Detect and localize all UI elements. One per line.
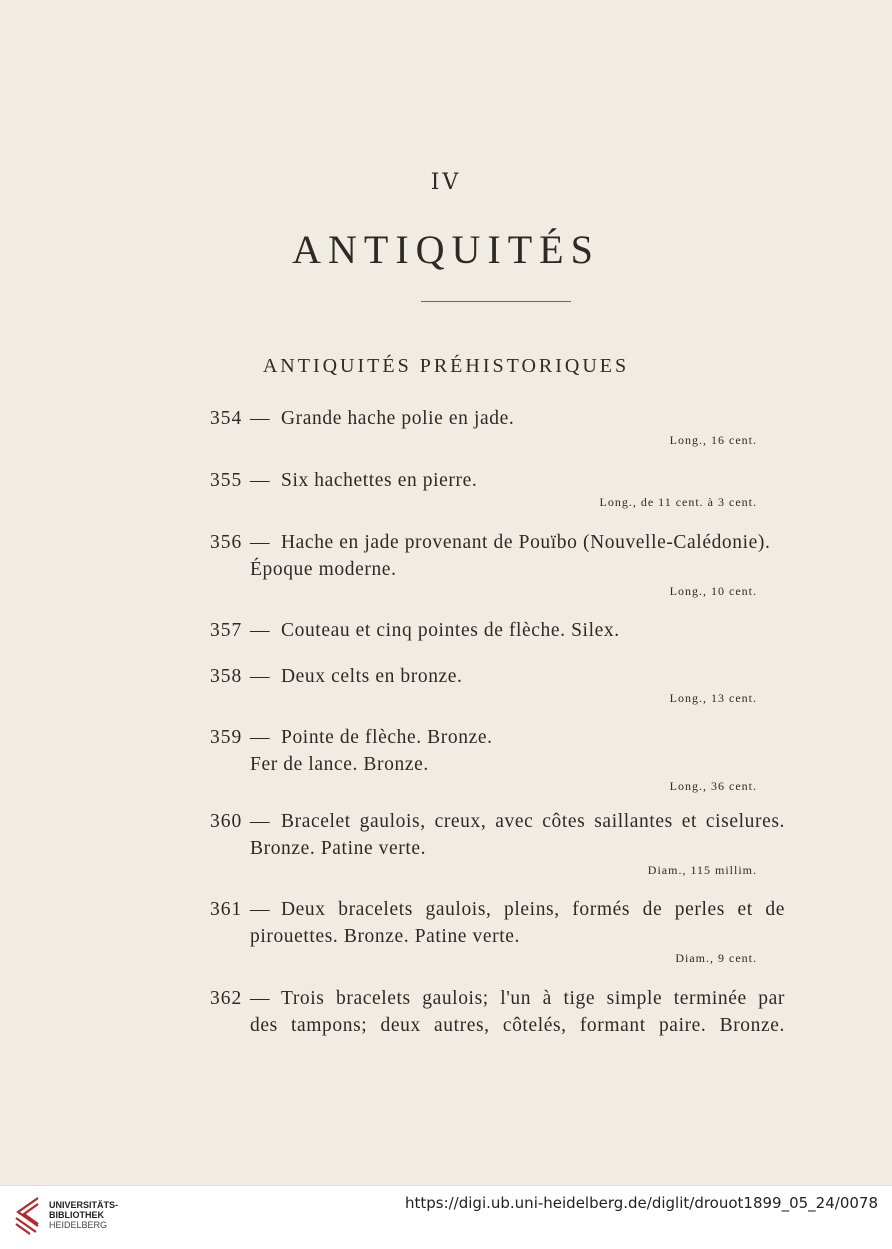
entry-description-continued: Bronze. Patine verte.	[250, 838, 427, 859]
catalog-entry-355	[210, 467, 785, 511]
entry-description: Grande hache polie en jade.	[281, 408, 515, 429]
entry-dash: —	[250, 470, 270, 491]
permalink-url[interactable]: https://digi.ub.uni-heidelberg.de/diglit/drouot1899_05_24/0078	[404, 1194, 878, 1212]
entry-number: 361	[210, 899, 243, 920]
entry-description: Trois bracelets gaulois; l'un à tige simple terminée par	[281, 988, 785, 1009]
section-heading: ANTIQUITÉS PRÉHISTORIQUES	[262, 355, 630, 377]
university-library-logo-icon	[12, 1194, 42, 1238]
entry-description: Couteau et cinq pointes de flèche. Silex.	[281, 620, 620, 641]
entry-description-continued: Époque moderne.	[250, 559, 397, 580]
entry-dash: —	[250, 899, 270, 920]
entry-description-continued: Fer de lance. Bronze.	[250, 754, 429, 775]
entry-description-continued: des tampons; deux autres, côtelés, formant paire. Bronze.	[250, 1015, 785, 1036]
library-footer	[0, 1185, 892, 1249]
library-name-line2: BIBLIOTHEK	[49, 1210, 104, 1220]
entry-dash: —	[250, 727, 270, 748]
catalog-entry-358	[210, 663, 785, 707]
entry-dash: —	[250, 408, 270, 429]
page-title: ANTIQUITÉS	[292, 227, 600, 272]
catalog-entry-361	[210, 896, 785, 967]
catalog-entry-360	[210, 808, 785, 879]
catalog-entry-359	[210, 724, 785, 795]
entry-dimensions: Long., 13 cent.	[669, 691, 757, 705]
entry-dimensions: Long., 10 cent.	[669, 584, 757, 598]
entry-description-continued: pirouettes. Bronze. Patine verte.	[250, 926, 520, 947]
entry-number: 359	[210, 727, 243, 748]
entry-description: Pointe de flèche. Bronze.	[281, 727, 493, 748]
entry-dash: —	[250, 988, 270, 1009]
entry-dash: —	[250, 666, 270, 687]
entry-dimensions: Long., 16 cent.	[669, 433, 757, 447]
entry-description: Deux celts en bronze.	[281, 666, 463, 687]
entry-description: Six hachettes en pierre.	[281, 470, 478, 491]
entry-dimensions: Diam., 9 cent.	[675, 951, 757, 965]
catalog-entry-357	[210, 617, 785, 644]
entry-description: Bracelet gaulois, creux, avec côtes saillantes et ciselures.	[281, 811, 785, 832]
entry-description: Deux bracelets gaulois, pleins, formés de perles et de	[281, 899, 785, 920]
library-name-line1: UNIVERSITÄTS-	[49, 1200, 119, 1210]
chapter-number: IV	[430, 170, 462, 195]
entry-dash: —	[250, 620, 270, 641]
entry-dimensions: Diam., 115 millim.	[647, 863, 757, 877]
entry-description: Hache en jade provenant de Pouïbo (Nouvelle-Calédonie).	[281, 532, 771, 553]
catalog-entry-356	[210, 529, 785, 600]
entry-number: 357	[210, 620, 243, 641]
entry-number: 360	[210, 811, 243, 832]
catalog-entry-362	[210, 985, 785, 1039]
library-name	[49, 1200, 118, 1230]
title-divider	[421, 301, 571, 302]
entry-number: 354	[210, 408, 243, 429]
entry-dimensions: Long., 36 cent.	[669, 779, 757, 793]
entry-number: 355	[210, 470, 243, 491]
entry-dash: —	[250, 811, 270, 832]
entry-number: 356	[210, 532, 243, 553]
entry-dimensions: Long., de 11 cent. à 3 cent.	[599, 495, 757, 509]
entry-number: 362	[210, 988, 243, 1009]
catalog-entry-354	[210, 405, 785, 449]
entry-dash: —	[250, 532, 270, 553]
entry-number: 358	[210, 666, 243, 687]
library-name-line3: HEIDELBERG	[49, 1220, 108, 1230]
